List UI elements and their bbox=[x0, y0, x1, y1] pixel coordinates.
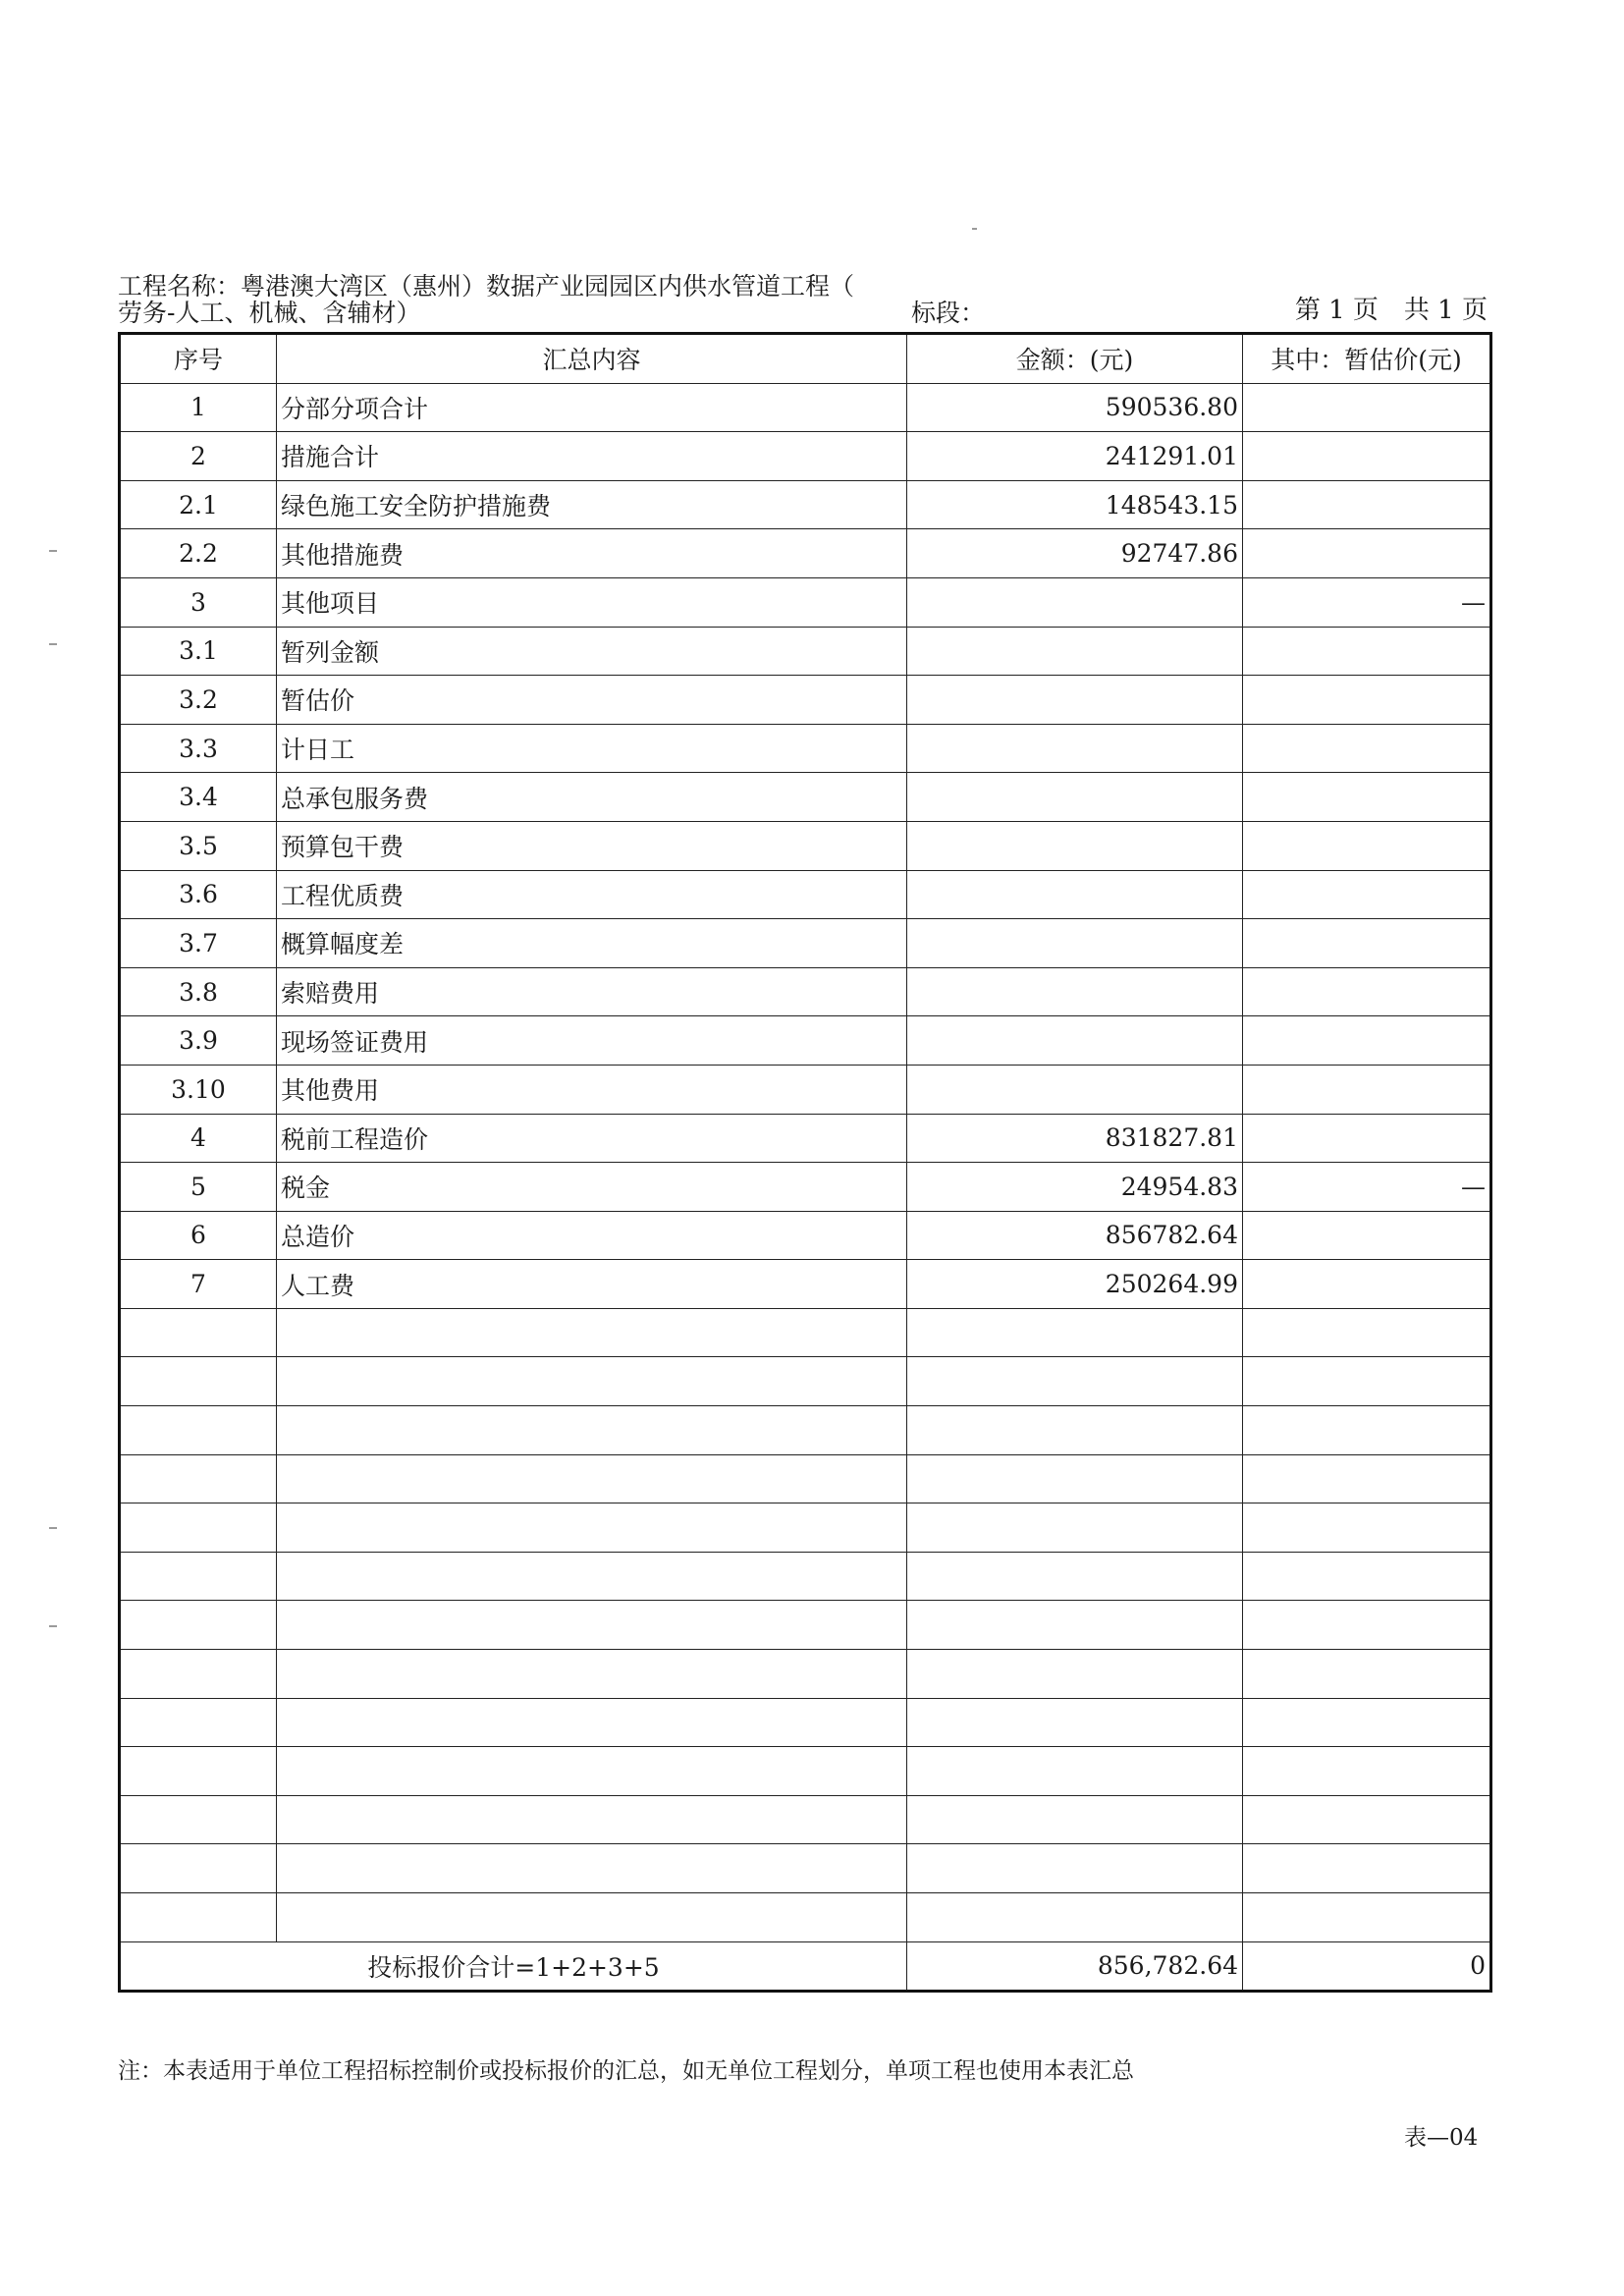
table-row bbox=[120, 577, 1491, 627]
row-content: 索赔费用 bbox=[277, 967, 907, 1016]
empty-cell bbox=[120, 1308, 277, 1357]
row-provisional bbox=[1243, 724, 1491, 773]
row-no: 2.1 bbox=[120, 480, 277, 529]
row-no: 3.10 bbox=[120, 1065, 277, 1114]
table-row bbox=[120, 919, 1491, 968]
table-row bbox=[120, 1163, 1491, 1212]
row-no: 3.8 bbox=[120, 967, 277, 1016]
row-no: 3.9 bbox=[120, 1016, 277, 1066]
empty-cell bbox=[120, 1893, 277, 1942]
row-provisional bbox=[1243, 676, 1491, 725]
empty-cell bbox=[277, 1747, 907, 1796]
empty-cell bbox=[120, 1406, 277, 1455]
row-provisional bbox=[1243, 1114, 1491, 1163]
row-content: 其他措施费 bbox=[277, 529, 907, 578]
empty-cell bbox=[120, 1552, 277, 1601]
empty-cell bbox=[1243, 1601, 1491, 1650]
row-content: 人工费 bbox=[277, 1260, 907, 1309]
empty-cell bbox=[277, 1406, 907, 1455]
row-provisional bbox=[1243, 1065, 1491, 1114]
empty-table-row bbox=[120, 1503, 1491, 1553]
row-provisional bbox=[1243, 480, 1491, 529]
empty-table-row bbox=[120, 1601, 1491, 1650]
empty-cell bbox=[120, 1601, 277, 1650]
empty-cell bbox=[120, 1503, 277, 1553]
empty-table-row bbox=[120, 1357, 1491, 1406]
empty-cell bbox=[120, 1650, 277, 1699]
row-no: 3.3 bbox=[120, 724, 277, 773]
row-content: 其他费用 bbox=[277, 1065, 907, 1114]
row-provisional bbox=[1243, 383, 1491, 432]
row-provisional bbox=[1243, 1260, 1491, 1309]
tender-section-label: 标段： bbox=[911, 299, 986, 327]
empty-cell bbox=[907, 1308, 1243, 1357]
row-amount: 24954.83 bbox=[907, 1163, 1243, 1212]
row-no: 3.1 bbox=[120, 627, 277, 676]
row-amount: 831827.81 bbox=[907, 1114, 1243, 1163]
table-row bbox=[120, 1260, 1491, 1309]
empty-table-row bbox=[120, 1454, 1491, 1503]
empty-table-row bbox=[120, 1747, 1491, 1796]
row-provisional bbox=[1243, 821, 1491, 870]
row-amount: 148543.15 bbox=[907, 480, 1243, 529]
empty-cell bbox=[1243, 1893, 1491, 1942]
empty-cell bbox=[907, 1747, 1243, 1796]
row-amount: 590536.80 bbox=[907, 383, 1243, 432]
total-row bbox=[120, 1941, 1491, 1992]
row-content: 绿色施工安全防护措施费 bbox=[277, 480, 907, 529]
empty-cell bbox=[1243, 1698, 1491, 1747]
row-provisional bbox=[1243, 529, 1491, 578]
empty-table-row bbox=[120, 1406, 1491, 1455]
empty-table-row bbox=[120, 1844, 1491, 1893]
empty-cell bbox=[277, 1308, 907, 1357]
table-row bbox=[120, 480, 1491, 529]
scan-mark bbox=[49, 550, 57, 552]
row-provisional bbox=[1243, 773, 1491, 822]
empty-cell bbox=[277, 1795, 907, 1844]
row-no: 3.7 bbox=[120, 919, 277, 968]
empty-cell bbox=[277, 1893, 907, 1942]
scan-mark bbox=[49, 1527, 57, 1529]
empty-cell bbox=[907, 1357, 1243, 1406]
empty-cell bbox=[1243, 1795, 1491, 1844]
table-row bbox=[120, 529, 1491, 578]
row-content: 计日工 bbox=[277, 724, 907, 773]
empty-cell bbox=[1243, 1650, 1491, 1699]
row-no: 7 bbox=[120, 1260, 277, 1309]
row-provisional bbox=[1243, 1211, 1491, 1260]
table-header-row bbox=[120, 334, 1491, 384]
row-content: 措施合计 bbox=[277, 432, 907, 481]
row-content: 税金 bbox=[277, 1163, 907, 1212]
row-content: 暂列金额 bbox=[277, 627, 907, 676]
row-amount bbox=[907, 676, 1243, 725]
empty-cell bbox=[120, 1844, 277, 1893]
project-name-line2: 劳务-人工、机械、含辅材） bbox=[118, 299, 421, 327]
form-number: 表—04 bbox=[1404, 2125, 1479, 2151]
table-row bbox=[120, 1211, 1491, 1260]
row-amount bbox=[907, 1065, 1243, 1114]
empty-cell bbox=[907, 1893, 1243, 1942]
row-content: 其他项目 bbox=[277, 577, 907, 627]
empty-table-row bbox=[120, 1795, 1491, 1844]
row-amount: 856782.64 bbox=[907, 1211, 1243, 1260]
total-provisional: 0 bbox=[1243, 1941, 1491, 1992]
empty-cell bbox=[277, 1357, 907, 1406]
empty-cell bbox=[907, 1650, 1243, 1699]
row-content: 税前工程造价 bbox=[277, 1114, 907, 1163]
column-header-amount: 金额：(元) bbox=[907, 334, 1243, 384]
empty-cell bbox=[907, 1844, 1243, 1893]
total-amount: 856,782.64 bbox=[907, 1941, 1243, 1992]
row-no: 4 bbox=[120, 1114, 277, 1163]
row-amount bbox=[907, 627, 1243, 676]
row-amount bbox=[907, 773, 1243, 822]
row-content: 预算包干费 bbox=[277, 821, 907, 870]
table-row bbox=[120, 676, 1491, 725]
bid-summary-table bbox=[118, 332, 1492, 1993]
row-amount bbox=[907, 724, 1243, 773]
row-content: 工程优质费 bbox=[277, 870, 907, 919]
empty-cell bbox=[1243, 1552, 1491, 1601]
empty-cell bbox=[907, 1552, 1243, 1601]
empty-cell bbox=[120, 1698, 277, 1747]
scan-mark bbox=[49, 1625, 57, 1627]
empty-cell bbox=[277, 1503, 907, 1553]
row-content: 暂估价 bbox=[277, 676, 907, 725]
empty-cell bbox=[120, 1454, 277, 1503]
total-label: 投标报价合计=1+2+3+5 bbox=[120, 1941, 907, 1992]
row-no: 3.4 bbox=[120, 773, 277, 822]
empty-cell bbox=[907, 1795, 1243, 1844]
row-provisional bbox=[1243, 967, 1491, 1016]
row-no: 6 bbox=[120, 1211, 277, 1260]
empty-cell bbox=[907, 1698, 1243, 1747]
empty-cell bbox=[120, 1795, 277, 1844]
empty-table-row bbox=[120, 1893, 1491, 1942]
page-info: 第 1 页 共 1 页 bbox=[1294, 296, 1488, 325]
row-content: 概算幅度差 bbox=[277, 919, 907, 968]
empty-cell bbox=[1243, 1844, 1491, 1893]
table-note: 注：本表适用于单位工程招标控制价或投标报价的汇总，如无单位工程划分，单项工程也使用本表汇总 bbox=[118, 2058, 1134, 2084]
empty-cell bbox=[1243, 1357, 1491, 1406]
empty-cell bbox=[277, 1552, 907, 1601]
column-header-content: 汇总内容 bbox=[277, 334, 907, 384]
column-header-no: 序号 bbox=[120, 334, 277, 384]
table-row bbox=[120, 1114, 1491, 1163]
row-content: 总造价 bbox=[277, 1211, 907, 1260]
row-provisional bbox=[1243, 870, 1491, 919]
row-amount bbox=[907, 821, 1243, 870]
row-amount: 250264.99 bbox=[907, 1260, 1243, 1309]
row-content: 总承包服务费 bbox=[277, 773, 907, 822]
row-no: 1 bbox=[120, 383, 277, 432]
row-provisional bbox=[1243, 919, 1491, 968]
empty-cell bbox=[1243, 1503, 1491, 1553]
row-no: 3.6 bbox=[120, 870, 277, 919]
row-amount bbox=[907, 919, 1243, 968]
row-no: 2 bbox=[120, 432, 277, 481]
empty-table-row bbox=[120, 1308, 1491, 1357]
empty-cell bbox=[907, 1406, 1243, 1455]
row-amount: 241291.01 bbox=[907, 432, 1243, 481]
table-row bbox=[120, 383, 1491, 432]
row-content: 现场签证费用 bbox=[277, 1016, 907, 1066]
row-provisional bbox=[1243, 627, 1491, 676]
empty-table-row bbox=[120, 1698, 1491, 1747]
empty-cell bbox=[277, 1454, 907, 1503]
row-no: 2.2 bbox=[120, 529, 277, 578]
row-no: 3.5 bbox=[120, 821, 277, 870]
row-no: 3.2 bbox=[120, 676, 277, 725]
empty-cell bbox=[277, 1844, 907, 1893]
empty-table-row bbox=[120, 1552, 1491, 1601]
table-row bbox=[120, 627, 1491, 676]
row-amount: 92747.86 bbox=[907, 529, 1243, 578]
empty-cell bbox=[277, 1601, 907, 1650]
table-row bbox=[120, 870, 1491, 919]
project-name-line1: 工程名称：粤港澳大湾区（惠州）数据产业园园区内供水管道工程（ bbox=[118, 272, 855, 301]
scan-mark bbox=[972, 228, 977, 230]
empty-cell bbox=[907, 1601, 1243, 1650]
table-row bbox=[120, 1065, 1491, 1114]
table-row bbox=[120, 724, 1491, 773]
row-provisional bbox=[1243, 1016, 1491, 1066]
table-row bbox=[120, 821, 1491, 870]
empty-cell bbox=[277, 1698, 907, 1747]
empty-cell bbox=[1243, 1454, 1491, 1503]
empty-table-row bbox=[120, 1650, 1491, 1699]
row-provisional: — bbox=[1243, 577, 1491, 627]
row-provisional bbox=[1243, 432, 1491, 481]
empty-cell bbox=[277, 1650, 907, 1699]
row-amount bbox=[907, 577, 1243, 627]
empty-cell bbox=[907, 1454, 1243, 1503]
table-row bbox=[120, 432, 1491, 481]
table-body bbox=[120, 383, 1491, 1941]
row-amount bbox=[907, 1016, 1243, 1066]
document-header bbox=[118, 273, 1488, 326]
table-row bbox=[120, 773, 1491, 822]
scan-mark bbox=[49, 643, 57, 645]
empty-cell bbox=[120, 1747, 277, 1796]
row-content: 分部分项合计 bbox=[277, 383, 907, 432]
empty-cell bbox=[120, 1357, 277, 1406]
empty-cell bbox=[1243, 1747, 1491, 1796]
table-row bbox=[120, 1016, 1491, 1066]
empty-cell bbox=[1243, 1406, 1491, 1455]
empty-cell bbox=[907, 1503, 1243, 1553]
row-provisional: — bbox=[1243, 1163, 1491, 1212]
row-no: 5 bbox=[120, 1163, 277, 1212]
column-header-provisional: 其中：暂估价(元) bbox=[1243, 334, 1491, 384]
row-amount bbox=[907, 967, 1243, 1016]
empty-cell bbox=[1243, 1308, 1491, 1357]
table-row bbox=[120, 967, 1491, 1016]
row-amount bbox=[907, 870, 1243, 919]
row-no: 3 bbox=[120, 577, 277, 627]
